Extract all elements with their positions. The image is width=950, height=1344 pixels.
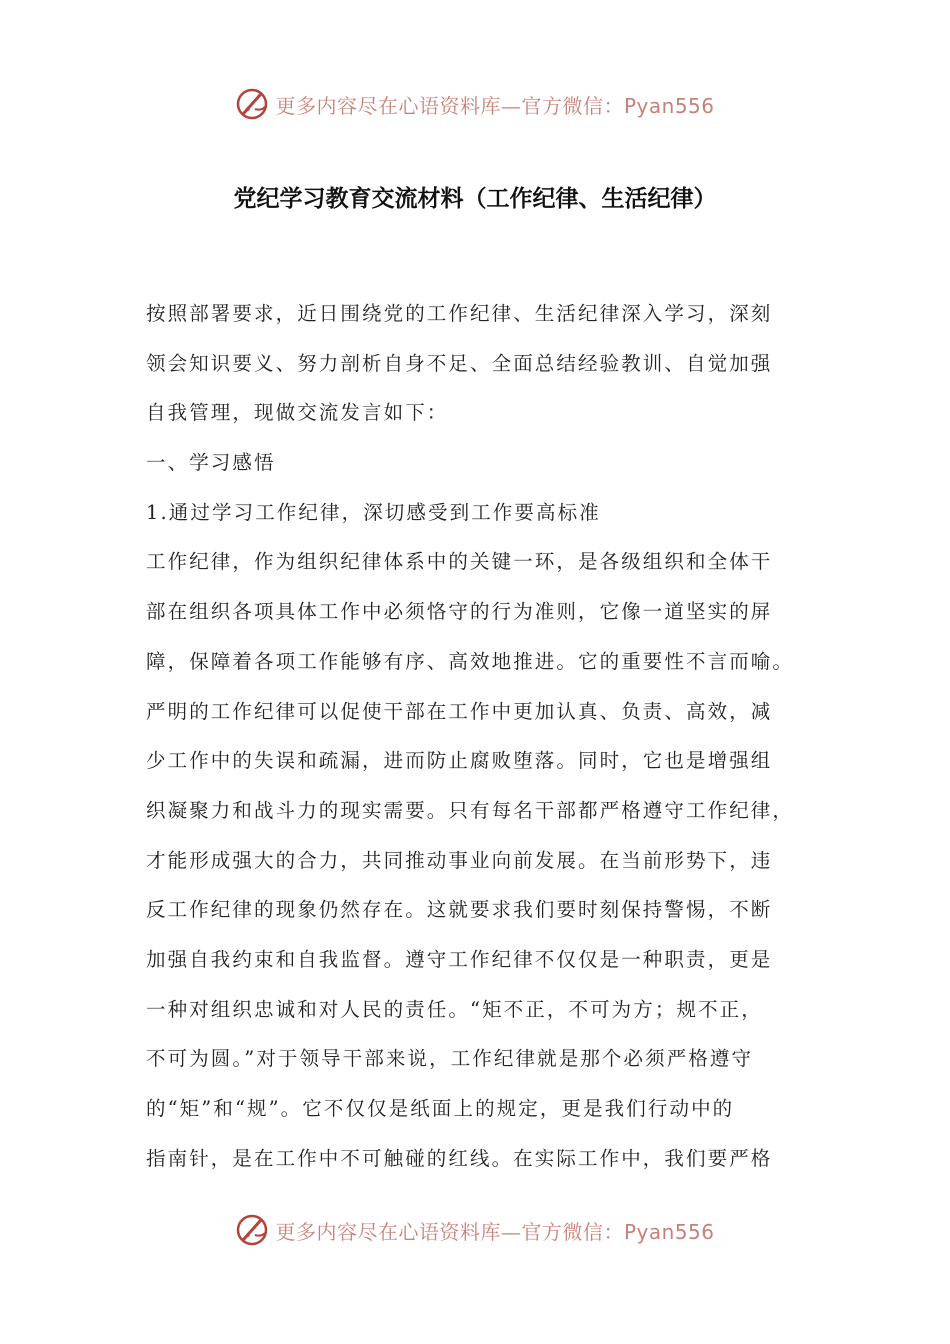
watermark-dash: — xyxy=(500,93,522,118)
pen-logo-icon xyxy=(235,87,269,121)
text-line: 部在组织各项具体工作中必须恪守的行为准则，它像一道坚实的屏 xyxy=(146,600,773,624)
text-line: 不可为圆。”对于领导干部来说，工作纪律就是那个必须严格遵守 xyxy=(146,1047,754,1071)
text-line: 指南针，是在工作中不可触碰的红线。在实际工作中，我们要严格 xyxy=(146,1146,773,1170)
text-line: 领会知识要义、努力剖析自身不足、全面总结经验教训、自觉加强 xyxy=(146,351,773,375)
text-line: 加强自我约束和自我监督。遵守工作纪律不仅仅是一种职责，更是 xyxy=(146,947,773,971)
text-line: 反工作纪律的现象仍然存在。这就要求我们要时刻保持警惕，不断 xyxy=(146,898,773,922)
text-line: 一种对组织忠诚和对人民的责任。“矩不正，不可为方；规不正， xyxy=(146,997,763,1021)
text-line: 严明的工作纪律可以促使干部在工作中更加认真、负责、高效，减 xyxy=(146,699,773,723)
document-body xyxy=(146,296,826,1190)
watermark-wechat-id: Pyan556 xyxy=(623,93,715,118)
text-line: 障，保障着各项工作能够有序、高效地推进。它的重要性不言而喻。 xyxy=(146,649,795,673)
text-line: 才能形成强大的合力，共同推动事业向前发展。在当前形势下，违 xyxy=(146,848,773,872)
header-watermark xyxy=(0,84,950,124)
watermark-site: 更多内容尽在心语资料库 xyxy=(275,1219,501,1244)
watermark-text xyxy=(275,1216,714,1245)
watermark-text xyxy=(275,90,714,119)
watermark-wechat-prefix: 官方微信： xyxy=(521,1219,624,1244)
section-heading: 一、学习感悟 xyxy=(146,451,276,475)
footer-watermark xyxy=(0,1210,950,1250)
subsection-heading: 1.通过学习工作纪律，深切感受到工作要高标准 xyxy=(146,500,601,524)
watermark-dash: — xyxy=(500,1219,522,1244)
pen-logo-icon xyxy=(235,1213,269,1247)
watermark-wechat-id: Pyan556 xyxy=(623,1219,715,1244)
text-line: 的“矩”和“规”。它不仅仅是纸面上的规定，更是我们行动中的 xyxy=(146,1097,735,1120)
text-line: 按照部署要求，近日围绕党的工作纪律、生活纪律深入学习，深刻 xyxy=(146,302,773,325)
watermark-wechat-prefix: 官方微信： xyxy=(521,93,624,118)
watermark-site: 更多内容尽在心语资料库 xyxy=(275,93,501,118)
text-line: 织凝聚力和战斗力的现实需要。只有每名干部都严格遵守工作纪律， xyxy=(146,798,795,822)
text-line: 自我管理，现做交流发言如下： xyxy=(146,401,449,425)
text-line: 少工作中的失误和疏漏，进而防止腐败堕落。同时，它也是增强组 xyxy=(146,749,773,773)
text-line: 工作纪律，作为组织纪律体系中的关键一环，是各级组织和全体干 xyxy=(146,550,773,574)
document-title: 党纪学习教育交流材料（工作纪律、生活纪律） xyxy=(233,186,717,212)
